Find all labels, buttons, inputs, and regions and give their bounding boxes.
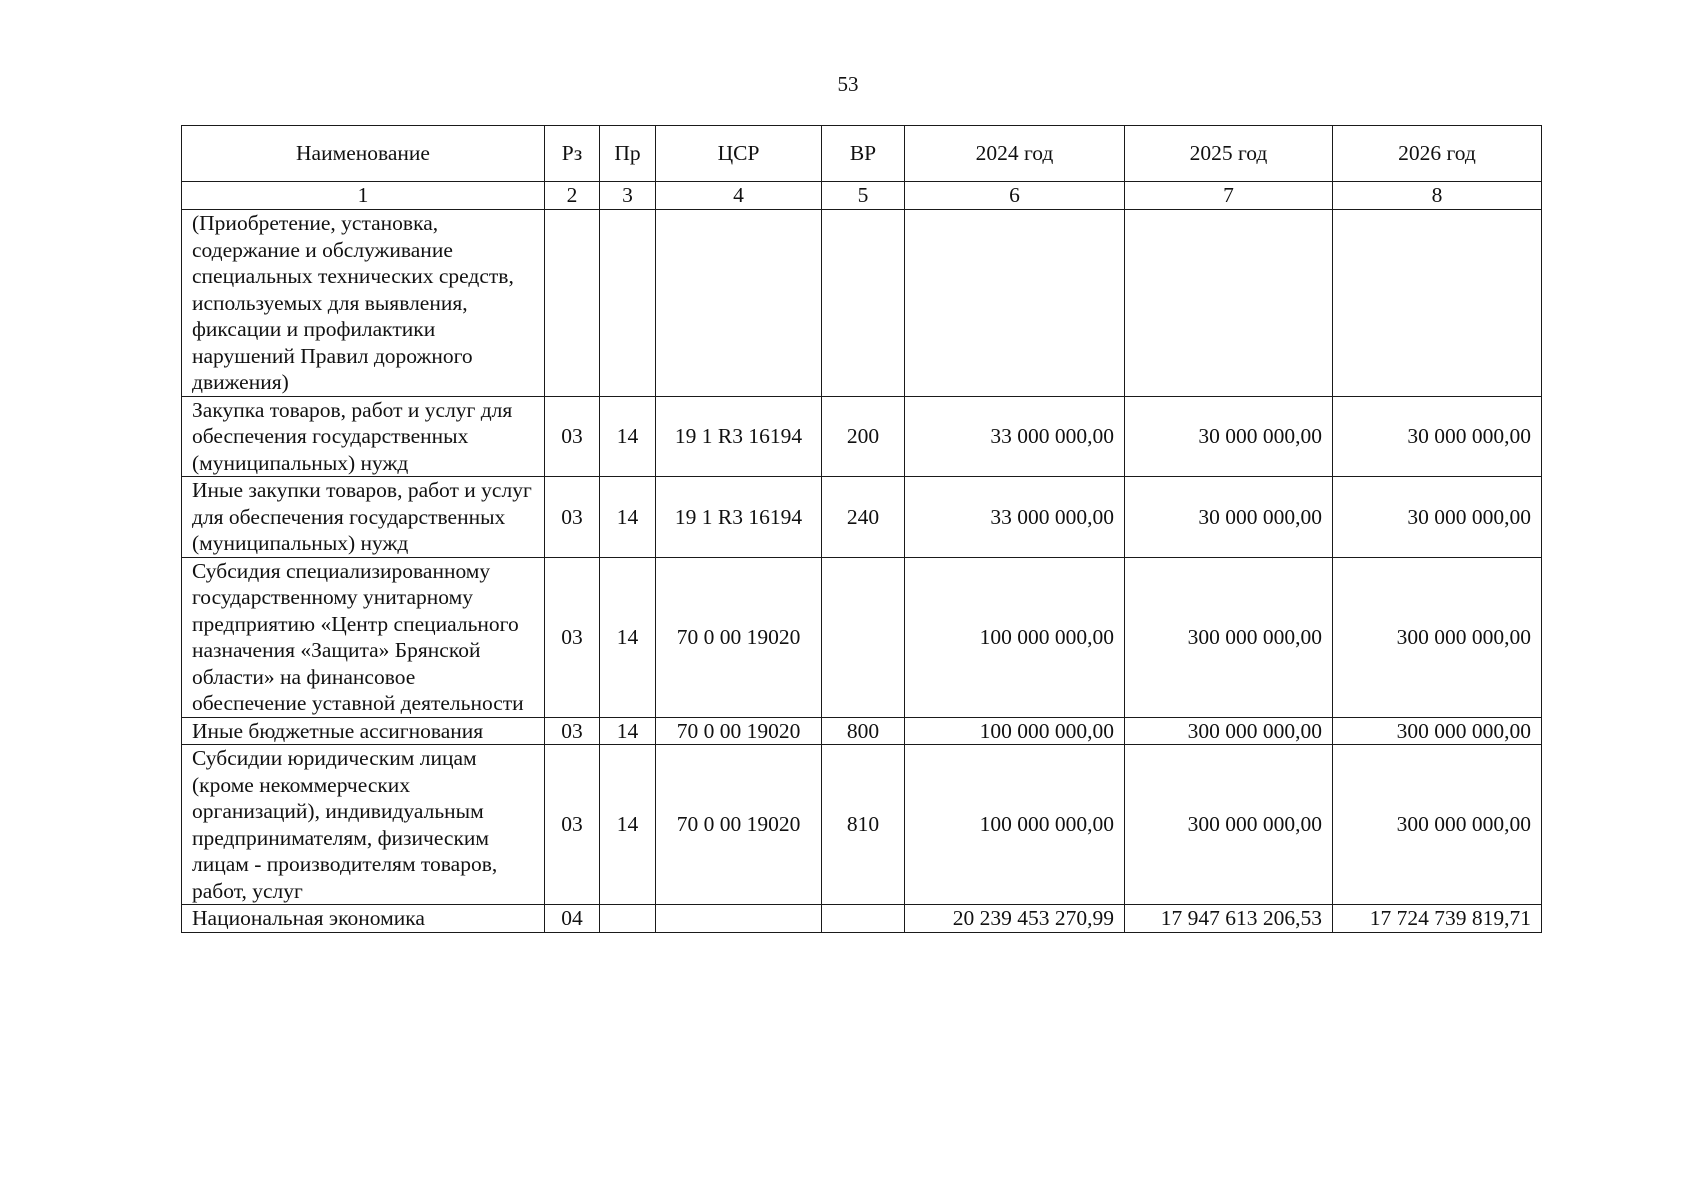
row-csr	[656, 210, 822, 397]
table-row	[182, 477, 1542, 558]
row-amount-2025	[1125, 210, 1333, 397]
table-row	[182, 557, 1542, 717]
row-name: (Приобретение, установка, содержание и обслуживание специальных технических средств, используемых для выявления, фиксации и профилактики нарушений Правил дорожного движения)	[182, 210, 545, 397]
row-name: Субсидии юридическим лицам (кроме некоммерческих организаций), индивидуальным предпринимателям, физическим лицам - производителям товаров, работ, услуг	[182, 745, 545, 905]
column-number: 7	[1125, 182, 1333, 210]
row-name: Субсидия специализированному государственному унитарному предприятию «Центр специального назначения «Защита» Брянской области» на финансовое обеспечение уставной деятельности	[182, 557, 545, 717]
row-name: Закупка товаров, работ и услуг для обеспечения государственных (муниципальных) нужд	[182, 396, 545, 477]
column-number: 3	[600, 182, 656, 210]
header-csr: ЦСР	[656, 126, 822, 182]
column-number: 4	[656, 182, 822, 210]
row-rz: 03	[545, 717, 600, 745]
table-row	[182, 905, 1542, 933]
row-amount-2025: 30 000 000,00	[1125, 477, 1333, 558]
row-pr	[600, 210, 656, 397]
row-csr: 19 1 R3 16194	[656, 396, 822, 477]
row-vr	[822, 210, 905, 397]
row-vr: 800	[822, 717, 905, 745]
row-amount-2024	[905, 210, 1125, 397]
row-amount-2024: 100 000 000,00	[905, 557, 1125, 717]
header-vr: ВР	[822, 126, 905, 182]
row-amount-2026: 300 000 000,00	[1333, 557, 1542, 717]
row-amount-2024: 100 000 000,00	[905, 717, 1125, 745]
table-row	[182, 717, 1542, 745]
row-csr	[656, 905, 822, 933]
row-amount-2024: 33 000 000,00	[905, 477, 1125, 558]
budget-table	[181, 125, 1542, 933]
column-number: 5	[822, 182, 905, 210]
row-amount-2026: 30 000 000,00	[1333, 477, 1542, 558]
column-number: 1	[182, 182, 545, 210]
row-amount-2024: 33 000 000,00	[905, 396, 1125, 477]
column-number: 6	[905, 182, 1125, 210]
row-pr: 14	[600, 396, 656, 477]
row-name: Иные закупки товаров, работ и услуг для обеспечения государственных (муниципальных) нужд	[182, 477, 545, 558]
table-row	[182, 210, 1542, 397]
header-row	[182, 126, 1542, 182]
row-amount-2026: 300 000 000,00	[1333, 717, 1542, 745]
row-rz: 03	[545, 745, 600, 905]
row-rz: 03	[545, 557, 600, 717]
row-csr: 70 0 00 19020	[656, 717, 822, 745]
page-number: 53	[837, 72, 859, 96]
row-rz: 03	[545, 396, 600, 477]
row-csr: 70 0 00 19020	[656, 745, 822, 905]
row-vr: 200	[822, 396, 905, 477]
row-amount-2025: 17 947 613 206,53	[1125, 905, 1333, 933]
row-amount-2025: 300 000 000,00	[1125, 717, 1333, 745]
row-csr: 70 0 00 19020	[656, 557, 822, 717]
row-amount-2026: 17 724 739 819,71	[1333, 905, 1542, 933]
row-vr: 810	[822, 745, 905, 905]
row-amount-2026: 30 000 000,00	[1333, 396, 1542, 477]
row-pr: 14	[600, 745, 656, 905]
header-name: Наименование	[182, 126, 545, 182]
row-name: Иные бюджетные ассигнования	[182, 717, 545, 745]
table-row	[182, 745, 1542, 905]
column-number-row	[182, 182, 1542, 210]
table-row	[182, 396, 1542, 477]
row-amount-2025: 30 000 000,00	[1125, 396, 1333, 477]
row-amount-2024: 20 239 453 270,99	[905, 905, 1125, 933]
row-vr	[822, 905, 905, 933]
header-2026: 2026 год	[1333, 126, 1542, 182]
column-number: 2	[545, 182, 600, 210]
header-2025: 2025 год	[1125, 126, 1333, 182]
row-rz: 03	[545, 477, 600, 558]
row-amount-2025: 300 000 000,00	[1125, 745, 1333, 905]
row-amount-2026: 300 000 000,00	[1333, 745, 1542, 905]
row-amount-2025: 300 000 000,00	[1125, 557, 1333, 717]
row-rz	[545, 210, 600, 397]
row-name: Национальная экономика	[182, 905, 545, 933]
header-pr: Пр	[600, 126, 656, 182]
row-rz: 04	[545, 905, 600, 933]
header-rz: Рз	[545, 126, 600, 182]
row-pr: 14	[600, 477, 656, 558]
row-amount-2024: 100 000 000,00	[905, 745, 1125, 905]
row-pr	[600, 905, 656, 933]
header-2024: 2024 год	[905, 126, 1125, 182]
column-number: 8	[1333, 182, 1542, 210]
row-vr	[822, 557, 905, 717]
row-pr: 14	[600, 557, 656, 717]
row-pr: 14	[600, 717, 656, 745]
row-amount-2026	[1333, 210, 1542, 397]
row-vr: 240	[822, 477, 905, 558]
row-csr: 19 1 R3 16194	[656, 477, 822, 558]
